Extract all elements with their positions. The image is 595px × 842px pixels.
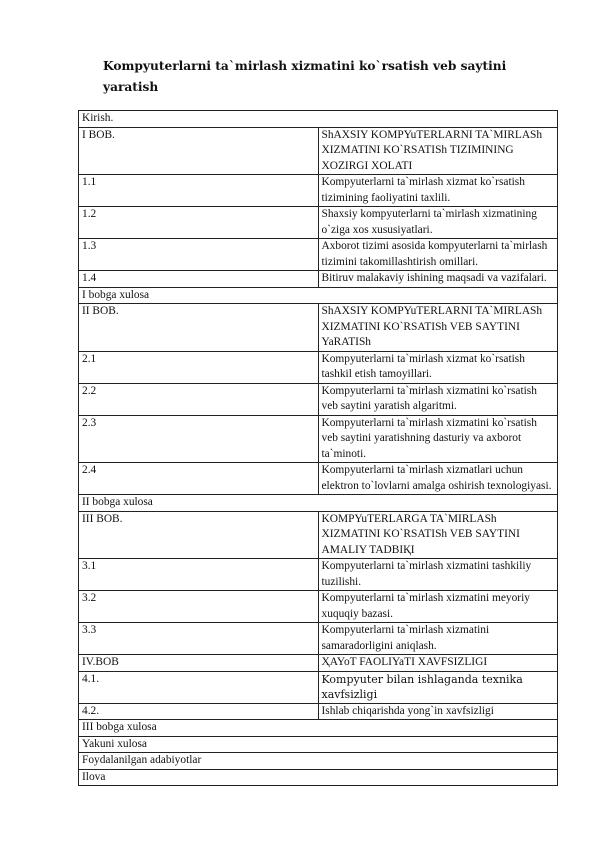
toc-section-title: Kompyuterlarni ta`mirlash xizmatini tashkiliy tuzilishi. [318,559,558,591]
toc-section-title: Kompyuterlarni ta`mirlash xizmatini ko`rsatish veb saytini yaratishning dasturiy va axborot ta`minoti. [318,415,558,463]
toc-row-summary [79,720,558,737]
toc-row-section [79,463,558,495]
toc-section-title: Kompyuter bilan ishlaganda texnika xavfsizligi [318,671,558,703]
toc-row-intro [79,111,558,128]
toc-row-references [79,753,558,770]
toc-row-chapter [79,127,558,175]
toc-section-num: 1.2 [79,207,319,239]
toc-intro: Kirish. [79,111,558,128]
toc-appendix: Ilova [79,769,558,786]
toc-chapter-num: I BOB. [79,127,319,175]
toc-chapter-summary: III bobga xulosa [79,720,558,737]
toc-section-num: 3.1 [79,559,319,591]
toc-chapter-summary: I bobga xulosa [79,287,558,304]
toc-section-num: 2.4 [79,463,319,495]
toc-row-section [79,383,558,415]
toc-section-num: 1.4 [79,271,319,288]
toc-section-title: Kompyuterlarni ta`mirlash xizmat ko`rsatish tashkil etish tamoyillari. [318,351,558,383]
toc-section-num: 2.3 [79,415,319,463]
toc-chapter-summary: II bobga xulosa [79,495,558,512]
toc-row-section [79,239,558,271]
toc-row-section [79,351,558,383]
toc-row-summary [79,287,558,304]
toc-chapter-num: III BOB. [79,511,319,559]
toc-chapter-num: II BOB. [79,304,319,352]
toc-row-section [79,559,558,591]
toc-section-title: Kompyuterlarni ta`mirlash xizmat ko`rsatish tizimining faoliyatini taxlili. [318,175,558,207]
toc-section-title: Bitiruv malakaviy ishining maqsadi va vazifalari. [318,271,558,288]
toc-row-appendix [79,769,558,786]
toc-row-section [79,623,558,655]
toc-row-section [79,207,558,239]
toc-conclusion: Yakuni xulosa [79,736,558,753]
toc-row-section [79,271,558,288]
toc-chapter-title: ҲAYoT FAOLIYaTI XAVFSIZLIGI [318,655,558,672]
toc-chapter-title: ShAXSIY KOMPYuTERLARNI TA`MIRLASh XIZMATINI KO`RSATISh VEB SAYTINI YaRATISh [318,304,558,352]
toc-section-title: Axborot tizimi asosida kompyuterlarni ta`mirlash tizimini takomillashtirish omillari. [318,239,558,271]
toc-references: Foydalanilgan adabiyotlar [79,753,558,770]
toc-section-title: Kompyuterlarni ta`mirlash xizmatini samaradorligini aniqlash. [318,623,558,655]
toc-section-num: 4.2. [79,703,319,720]
toc-row-conclusion [79,736,558,753]
toc-section-num: 2.1 [79,351,319,383]
toc-section-num: 2.2 [79,383,319,415]
toc-section-num: 1.3 [79,239,319,271]
table-of-contents [78,110,558,786]
toc-row-section [79,175,558,207]
toc-row-section [79,703,558,720]
toc-section-num: 1.1 [79,175,319,207]
toc-row-chapter [79,304,558,352]
toc-chapter-num: IV.BOB [79,655,319,672]
toc-section-title: Kompyuterlarni ta`mirlash xizmatini ko`rsatish veb saytini yaratish algaritmi. [318,383,558,415]
toc-section-title: Ishlab chiqarishda yong`in xavfsizligi [318,703,558,720]
toc-section-title: Shaxsiy kompyuterlarni ta`mirlash xizmatining o`ziga xos xususiyatlari. [318,207,558,239]
toc-section-title: Kompyuterlarni ta`mirlash xizmatini meyoriy xuquqiy bazasi. [318,591,558,623]
toc-section-num: 4.1. [79,671,319,703]
toc-row-section [79,671,558,703]
toc-row-summary [79,495,558,512]
toc-row-chapter [79,655,558,672]
toc-section-title: Kompyuterlarni ta`mirlash xizmatlari uchun elektron to`lovlarni amalga oshirish texnologiyasi. [318,463,558,495]
document-title: Kompyuterlarni ta`mirlash xizmatini ko`rsatish veb saytini yaratish [103,59,507,94]
toc-section-num: 3.3 [79,623,319,655]
toc-row-chapter [79,511,558,559]
toc-chapter-title: KOMPYuTERLARGA TA`MIRLASh XIZMATINI KO`RSATISh VEB SAYTINI AMALIY TADBIҚI [318,511,558,559]
toc-section-num: 3.2 [79,591,319,623]
toc-row-section [79,415,558,463]
toc-chapter-title: ShAXSIY KOMPYuTERLARNI TA`MIRLASh XIZMATINI KO`RSATISh TIZIMINING XOZIRGI XOLATI [318,127,558,175]
toc-row-section [79,591,558,623]
